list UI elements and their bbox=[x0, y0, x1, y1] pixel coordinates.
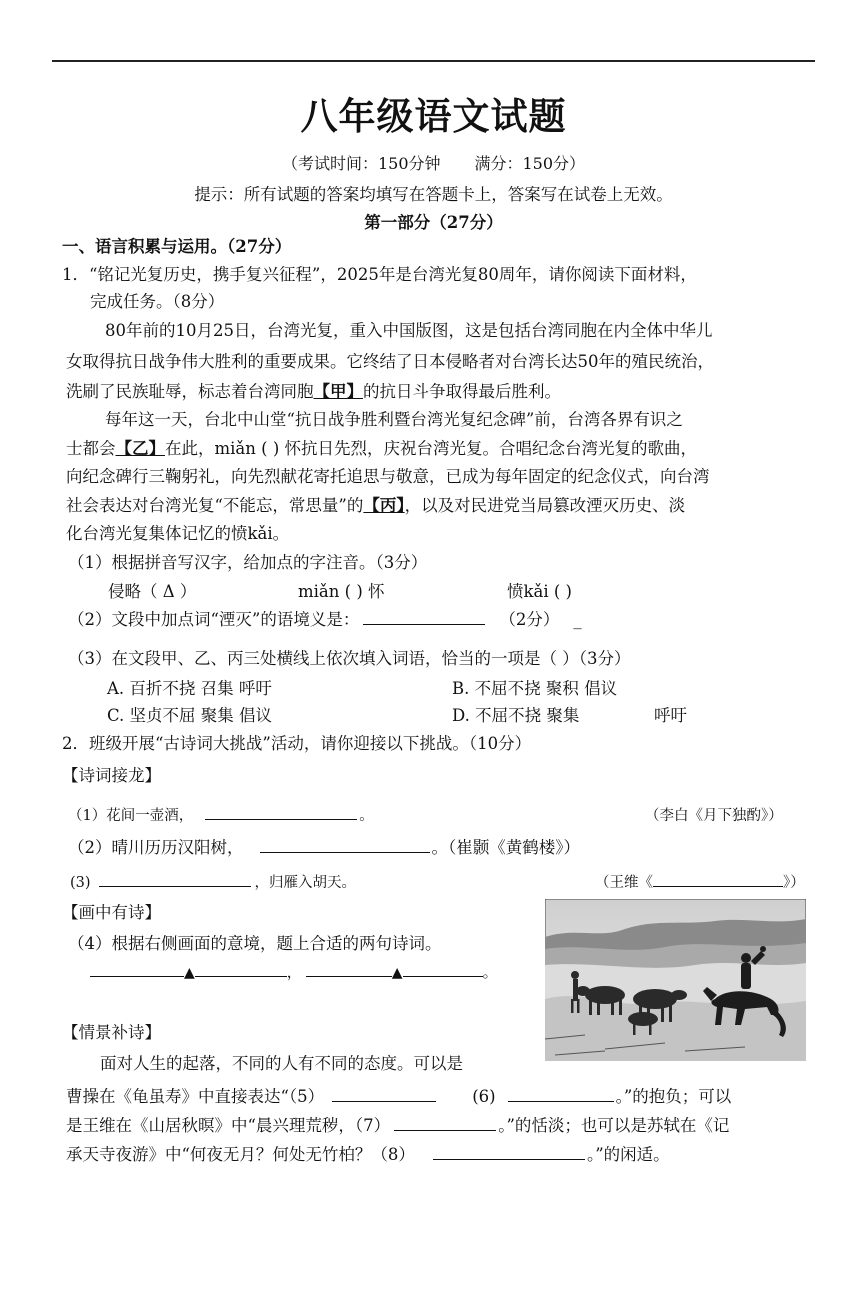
q1-para1-text-end: 的抗日斗争取得最后胜利。 bbox=[363, 382, 561, 401]
answer-blank[interactable] bbox=[205, 806, 357, 820]
answer-blank[interactable] bbox=[403, 962, 483, 977]
option-c: C. 坚贞不屈 聚集 倡议 bbox=[107, 706, 273, 725]
q1-para2-line4 bbox=[66, 495, 685, 517]
q2-para-line2-num: (6) bbox=[472, 1087, 496, 1106]
triangle-icon: ▲ bbox=[184, 965, 195, 981]
q1-para2-line4-text: 社会表达对台湾光复“不能忘，常思量”的 bbox=[66, 496, 364, 515]
q1-stem-line1: 1．“铭记光复历史，携手复兴征程”，2025年是台湾光复80周年，请你阅读下面材料， bbox=[62, 265, 697, 284]
q1-sub3: （3）在文段甲、乙、丙三处横线上依次填入词语，恰当的一项是（ ）（3分） bbox=[68, 649, 631, 668]
q1-para2-line4-end: ，以及对民进党当局篡改湮灭历史、淡 bbox=[404, 496, 686, 515]
q2-line3 bbox=[70, 871, 356, 892]
blank-bing: 【丙】 bbox=[363, 496, 405, 515]
q1-sub2-text: （2）文段中加点词“湮灭”的语境义是： bbox=[68, 610, 360, 629]
q2-para-line2-end: 。”的抱负；可以 bbox=[615, 1087, 732, 1106]
q2-para-line2-text: 曹操在《龟虽寿》中直接表达“（5） bbox=[66, 1087, 325, 1106]
section-heading: 一、语言积累与运用。（27分） bbox=[62, 237, 292, 256]
q1-stem-line2: 完成任务。（8分） bbox=[90, 292, 225, 311]
q2-stem: 2．班级开展“古诗词大挑战”活动，请你迎接以下挑战。（10分） bbox=[62, 734, 532, 753]
exam-tip: 提示：所有试题的答案均填写在答题卡上，答案写在试卷上无效。 bbox=[194, 185, 673, 204]
q1-para2-line3: 向纪念碑行三鞠躬礼，向先烈献花寄托追思与敬意，已成为每年固定的纪念仪式，向台湾 bbox=[66, 467, 710, 486]
answer-blank[interactable] bbox=[433, 1143, 585, 1160]
heading-scene-poem: 【情景补诗】 bbox=[62, 1023, 161, 1042]
blank-yi: 【乙】 bbox=[115, 439, 165, 458]
answer-blank[interactable] bbox=[394, 1114, 496, 1131]
q1-para2-text-end: 在此，miǎn ( ) 怀抗日先烈，庆祝台湾光复。合唱纪念台湾光复的歌曲， bbox=[165, 439, 697, 458]
q2-line3-text: ，归雁入胡天。 bbox=[254, 875, 357, 891]
q2-line3-source bbox=[595, 871, 805, 892]
option-b: B. 不屈不挠 聚积 倡议 bbox=[452, 679, 618, 698]
q2-para-line3-end: 。”的恬淡；也可以是苏轼在《记 bbox=[498, 1116, 730, 1135]
q2-para-line4-text: 承天寺夜游》中“何夜无月？何处无竹柏？（8） bbox=[66, 1145, 415, 1164]
q2-line4: （4）根据右侧画面的意境，题上合适的两句诗词。 bbox=[68, 934, 442, 953]
q1-sub2-score: （2分） bbox=[499, 610, 560, 629]
answer-blank[interactable] bbox=[306, 962, 392, 977]
exam-meta bbox=[0, 151, 867, 174]
q2-para-line2 bbox=[66, 1085, 731, 1108]
q1-sub1: （1）根据拼音写汉字，给加点的字注音。（3分） bbox=[68, 553, 428, 572]
top-rule bbox=[52, 60, 815, 62]
part-heading: 第一部分（27分） bbox=[364, 213, 503, 232]
ink-painting-image bbox=[545, 899, 806, 1061]
q1-sub1-b: miǎn ( ) 怀 bbox=[298, 582, 385, 601]
triangle-icon: ▲ bbox=[391, 965, 403, 981]
q2-line3-num: (3) bbox=[70, 875, 91, 891]
q2-line2-end: 。（崔颢《黄鹤楼》） bbox=[431, 838, 580, 857]
option-a: A. 百折不挠 召集 呼吁 bbox=[107, 679, 272, 698]
answer-blank[interactable] bbox=[99, 873, 251, 887]
answer-blank[interactable] bbox=[90, 962, 184, 977]
q1-sub2-mark: _ bbox=[573, 610, 582, 629]
q2-para-line1: 面对人生的起落，不同的人有不同的态度。可以是 bbox=[100, 1054, 463, 1073]
q2-line4-answer bbox=[90, 961, 498, 982]
q1-para1-line3 bbox=[66, 381, 561, 403]
q2-line1-text: （1）花间一壶酒， bbox=[68, 808, 194, 824]
q1-sub1-a: 侵略（ Δ ） bbox=[108, 582, 197, 601]
heading-poem-chain: 【诗词接龙】 bbox=[62, 766, 161, 785]
q1-sub1-c: 愤kǎi ( ) bbox=[507, 582, 572, 601]
q2-line3-source-close: 》） bbox=[783, 875, 805, 891]
q2-line2-text: （2）晴川历历汉阳树， bbox=[68, 838, 244, 857]
q2-line1-end: 。 bbox=[359, 808, 374, 824]
q1-sub2 bbox=[68, 608, 582, 631]
period-mark: 。 bbox=[482, 963, 498, 981]
answer-blank[interactable] bbox=[332, 1085, 436, 1102]
blank-jia: 【甲】 bbox=[313, 382, 363, 401]
q2-line3-source-open: （王维《 bbox=[595, 875, 653, 891]
exam-title: 八年级语文试题 bbox=[300, 94, 567, 138]
q2-line1 bbox=[68, 804, 374, 825]
answer-blank[interactable] bbox=[508, 1085, 614, 1102]
q1-para1-line2: 女取得抗日战争伟大胜利的重要成果。它终结了日本侵略者对台湾长达50年的殖民统治， bbox=[66, 352, 714, 371]
answer-blank[interactable] bbox=[195, 962, 287, 977]
answer-blank[interactable] bbox=[363, 608, 485, 625]
q2-para-line3 bbox=[66, 1114, 729, 1137]
q2-para-line4 bbox=[66, 1143, 670, 1166]
q1-para1-text: 洗刷了民族耻辱，标志着台湾同胞 bbox=[66, 382, 314, 401]
q2-para-line3-text: 是王维在《山居秋暝》中“晨兴理荒秽，（7） bbox=[66, 1116, 391, 1135]
comma-mark: ， bbox=[286, 963, 302, 981]
answer-blank[interactable] bbox=[260, 836, 430, 853]
answer-blank[interactable] bbox=[653, 873, 783, 887]
q1-para2-line5: 化台湾光复集体记忆的愤kǎi。 bbox=[66, 524, 290, 543]
q2-line2 bbox=[68, 836, 580, 859]
heading-painting-poem: 【画中有诗】 bbox=[62, 903, 161, 922]
q2-para-line4-end: 。”的闲适。 bbox=[586, 1145, 670, 1164]
option-d: D. 不屈不挠 聚集 bbox=[452, 706, 580, 725]
exam-score: 满分：150分） bbox=[474, 154, 586, 173]
option-d-word: 呼吁 bbox=[654, 706, 687, 725]
q1-para1-line1: 80年前的10月25日，台湾光复，重入中国版图，这是包括台湾同胞在内全体中华儿 bbox=[105, 321, 713, 340]
q1-para2-line1: 每年这一天，台北中山堂“抗日战争胜利暨台湾光复纪念碑”前，台湾各界有识之 bbox=[105, 410, 683, 429]
exam-time: （考试时间：150分钟 bbox=[281, 154, 441, 173]
q1-para2-line2 bbox=[66, 438, 697, 460]
q2-line1-source: （李白《月下独酌》） bbox=[645, 808, 783, 824]
q1-para2-text: 士都会 bbox=[66, 439, 116, 458]
